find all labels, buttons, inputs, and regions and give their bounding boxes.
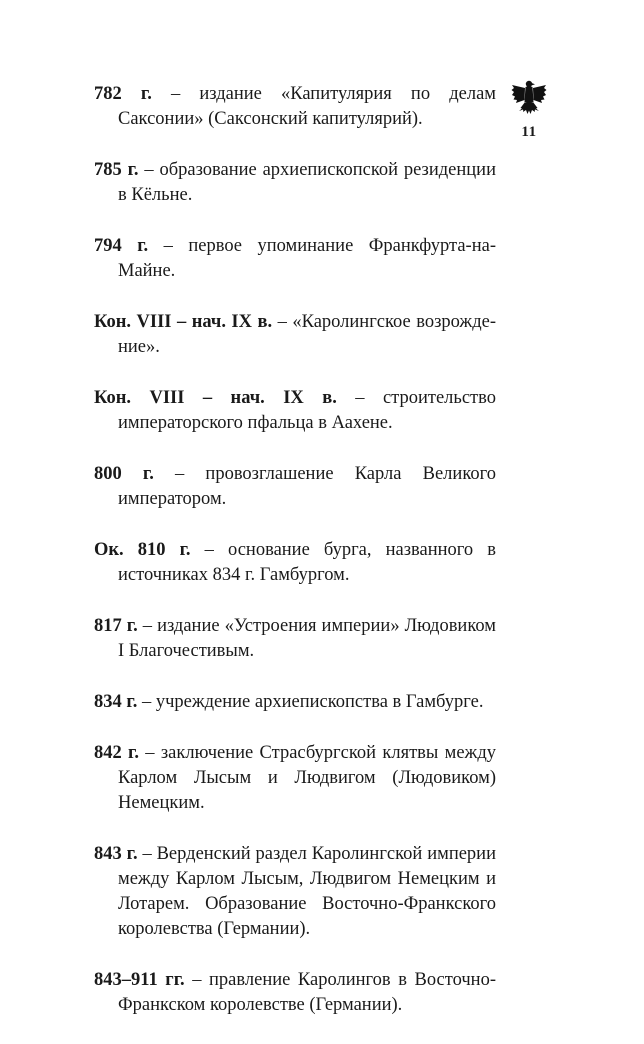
chronology-entry (94, 82, 496, 132)
entry-date: 782 г. (94, 84, 152, 104)
chronology-entry (94, 310, 496, 360)
entry-date: 817 г. (94, 616, 138, 636)
chronology-entry (94, 386, 496, 436)
entry-date: Кон. VIII – нач. IX в. (94, 312, 273, 332)
entry-date: Ок. 810 г. (94, 540, 191, 560)
entry-text: – первое упоминание Франкфурта-на-Майне. (118, 236, 496, 281)
page-number: 11 (521, 124, 537, 140)
chronology-entry (94, 158, 496, 208)
entry-date: 834 г. (94, 692, 138, 712)
entry-date: 800 г. (94, 464, 154, 484)
eagle-coat-of-arms-icon (511, 78, 547, 122)
entry-date: 843–911 гг. (94, 970, 185, 990)
entry-text: – учреждение архиепископства в Гамбурге. (137, 692, 484, 712)
chronology-entry (94, 690, 496, 715)
chronology-entry (94, 614, 496, 664)
chronology-entry (94, 538, 496, 588)
entry-text: – Верденский раздел Каролингской империи между Карлом Лысым, Людвигом Немецким и Лотарем. Образование Восточно-Франкского королевства (Германии). (118, 844, 496, 939)
entry-date: 843 г. (94, 844, 138, 864)
chronology-entry (94, 234, 496, 284)
entry-text: – издание «Устроения империи» Людовиком I Благочестивым. (118, 616, 496, 661)
entry-date: 842 г. (94, 743, 139, 763)
entry-text: – издание «Капитулярия по делам Саксонии» (Саксонский капитулярий). (118, 84, 496, 129)
entry-date: Кон. VIII – нач. IX в. (94, 388, 337, 408)
entry-text: – «Каролингское возрождение». (118, 312, 496, 357)
entry-text: – провозглашение Карла Великого императором. (118, 464, 496, 509)
chronology-entry (94, 842, 496, 942)
chronology-entry (94, 741, 496, 816)
chronology-entry (94, 462, 496, 512)
entry-text: – основание бурга, названного в источниках 834 г. Гамбургом. (118, 540, 496, 585)
entry-date: 794 г. (94, 236, 149, 256)
entry-text: – строительство императорского пфальца в Аахене. (118, 388, 496, 433)
entry-date: 785 г. (94, 160, 139, 180)
chronology-entry (94, 968, 496, 1018)
chronology-list (94, 82, 496, 1044)
entry-text: – образование архиепископской резиденции в Кёльне. (118, 160, 496, 205)
entry-text: – заключение Страсбургской клятвы между Карлом Лысым и Людвигом (Людовиком) Немецким. (118, 743, 496, 813)
entry-text: – правление Каролингов в Восточно-Франкском королевстве (Германии). (118, 970, 496, 1015)
